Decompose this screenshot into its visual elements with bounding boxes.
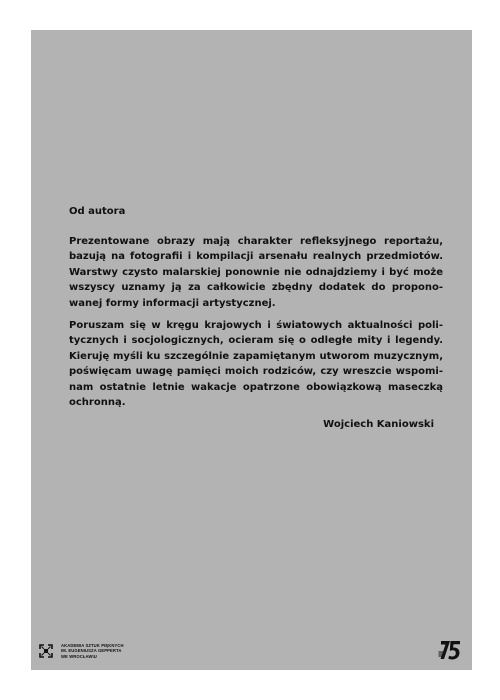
academy-name-line: WE WROCŁAWIU: [61, 653, 97, 659]
paragraph-1-line: bazują na fotografii i kompilacji arsenału realnych przedmiotów.: [69, 251, 443, 263]
paragraph-1-line: wanej formy informacji artystycznej.: [69, 297, 276, 309]
paragraph-1-line: wszyscy uznamy ją za całkowicie zbędny dodatek do propono-: [69, 282, 443, 294]
paragraph-1-line: Prezentowane obrazy mają charakter refleksyjnego reportażu,: [69, 236, 443, 247]
author-signature: Wojciech Kaniowski: [323, 419, 434, 430]
paragraph-2-line: ochronną.: [69, 397, 126, 409]
academy-name-line: AKADEMIA SZTUK PIĘKNYCH: [61, 643, 124, 649]
document-page: [31, 30, 472, 670]
academy-logo: [38, 643, 124, 659]
paragraph-2-line: Kieruję myśli ku szczególnie zapamiętanym utworom muzycznym,: [69, 350, 443, 362]
paragraph-2-line: poświęcam uwagę pamięci moich rodziców, czy wreszcie wspomi-: [69, 366, 443, 378]
paragraph-1-line: Warstwy czysto malarskiej ponownie nie odnajdziemy i być może: [69, 266, 443, 278]
document-heading: Od autora: [69, 206, 126, 217]
asp-logo-icon: [38, 643, 54, 659]
paragraph-2-line: Poruszam się w kręgu krajowych i światowych aktualności poli-: [69, 320, 443, 331]
paragraph-2-line: tycznych i socjologicznych, ocieram się o odległe mity i legendy.: [69, 335, 443, 347]
paragraph-1: [69, 234, 443, 311]
academy-name-line: IM. EUGENIUSZA GEPPERTA: [61, 648, 122, 654]
75-anniversary-logo-icon: [438, 638, 462, 662]
paragraph-2: [69, 318, 443, 410]
academy-name: [61, 643, 124, 659]
paragraph-2-line: nam ostatnie letnie wakacje opatrzone obowiązkową maseczką: [69, 381, 443, 393]
